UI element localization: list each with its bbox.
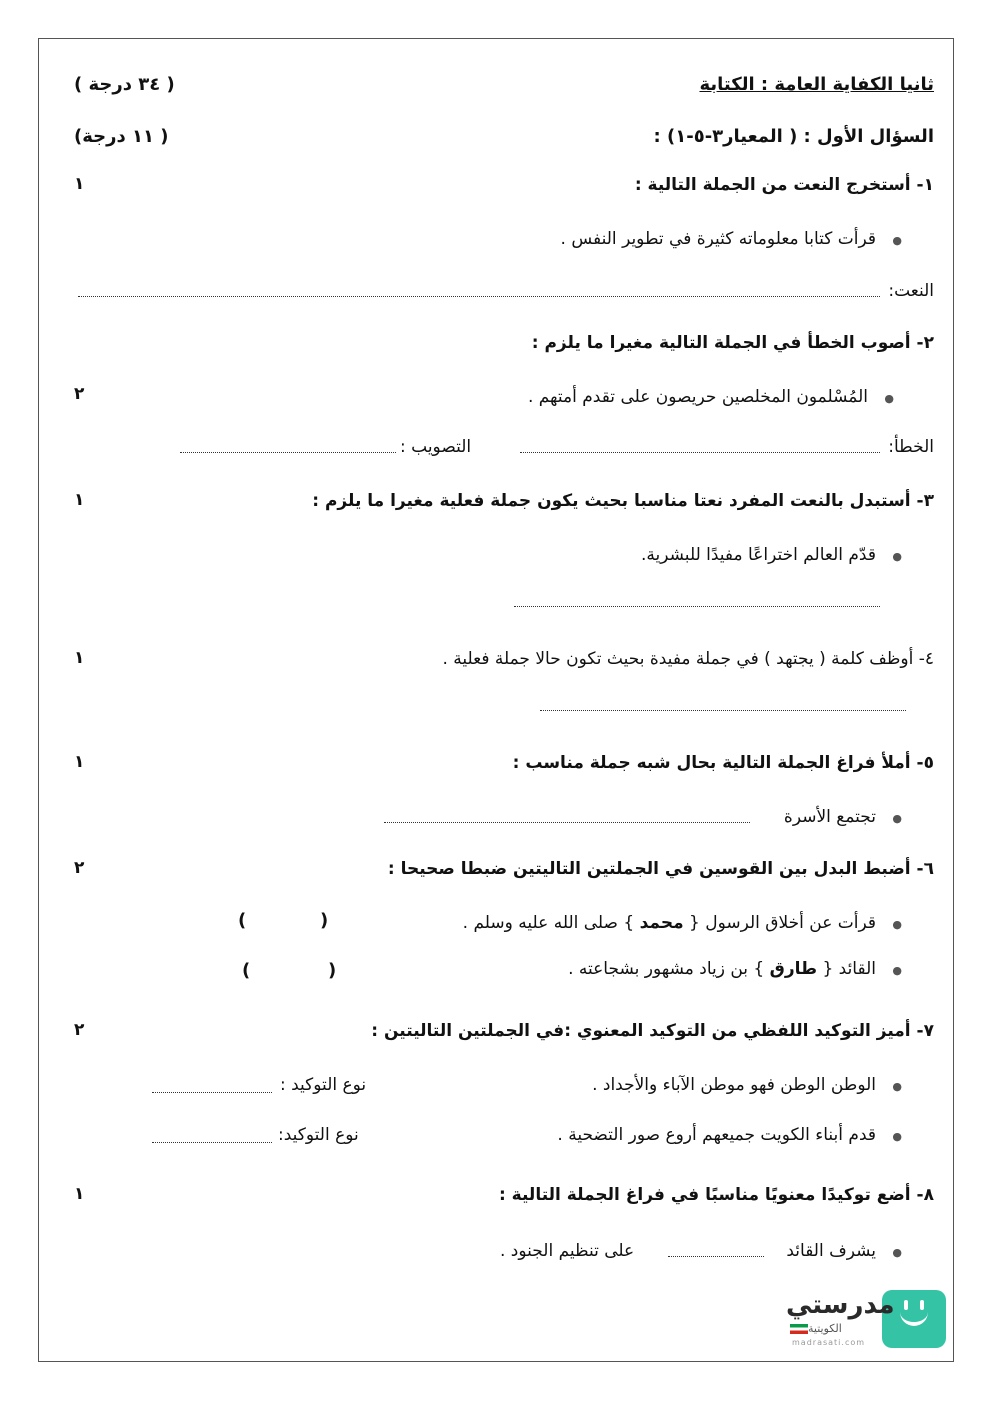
item-4-answer-line[interactable] [540,710,906,711]
item-7-type-label-2: نوع التوكيد: [278,1125,359,1145]
item-5-mark: ١ [74,752,85,772]
item-4-mark: ١ [74,648,85,668]
item-2-mark: ٢ [74,384,85,404]
item-6-sentence-1 [463,912,876,934]
item-7-type-label-1: نوع التوكيد : [280,1075,367,1095]
item-6-mark: ٢ [74,858,85,878]
item-1-prompt: ١- أستخرج النعت من الجملة التالية : [634,175,934,195]
logo-name: مدرستي [786,1290,895,1320]
logo-smile [900,1308,928,1326]
item-6-sentence-2-word: طارق [769,959,818,979]
item-2-error-line[interactable] [520,452,880,453]
item-6-sentence-2 [568,958,876,980]
item-1-sentence: قرأت كتابا معلوماته كثيرة في تطوير النفس . ● [561,228,876,250]
item-1-mark: ١ [74,174,85,194]
item-4-prompt: ٤- أوظف كلمة ( يجتهد ) في جملة مفيدة بحيث تكون حالا جملة فعلية . [442,649,934,669]
logo-subtitle: الكويتية [808,1322,842,1335]
item-6-sentence-2-pre: القائد { [822,959,876,979]
item-3-prompt: ٣- أستبدل بالنعت المفرد نعتا مناسبا بحيث يكون جملة فعلية مغيرا ما يلزم : [312,491,934,511]
item-2-sentence: المُسْلمون المخلصين حريصون على تقدم أمتهم . ● [528,386,868,408]
item-1-answer-label: النعت: [888,281,934,301]
item-6-sentence-1-pre: قرأت عن أخلاق الرسول { [689,913,876,933]
item-2-error-label: الخطأ: [888,437,934,457]
item-6-paren-open-1: ( [320,910,329,931]
item-8-answer-line[interactable] [668,1256,764,1257]
item-5-answer-line[interactable] [384,822,750,823]
item-5-sentence: تجتمع الأسرة ● [784,806,876,828]
item-6-paren-close-1: ) [238,910,247,931]
item-7-answer-line-1[interactable] [152,1092,272,1093]
item-6-paren-open-2: ( [328,960,337,981]
question-title: السؤال الأول : ( المعيار٣-٥-١) : [653,126,934,147]
item-7-mark: ٢ [74,1020,85,1040]
section-marks: ( ٣٤ درجة ) [74,74,175,95]
item-3-answer-line[interactable] [514,606,880,607]
item-2-correction-label: التصويب : [400,437,472,457]
item-8-sentence-post: على تنظيم الجنود . [500,1241,635,1261]
item-6-answer-slot-1[interactable] [252,926,314,927]
item-7-sentence-2: قدم أبناء الكويت جميعهم أروع صور التضحية . ● [557,1124,876,1146]
logo-url: madrasati.com [792,1338,866,1347]
item-7-answer-line-2[interactable] [152,1142,272,1143]
item-5-prompt: ٥- أملأ فراغ الجملة التالية بحال شبه جملة مناسب : [512,753,934,773]
item-6-sentence-1-word: محمد [639,913,684,933]
item-3-mark: ١ [74,490,85,510]
item-7-sentence-1: الوطن الوطن فهو موطن الآباء والأجداد . ● [592,1074,876,1096]
item-7-prompt: ٧- أميز التوكيد اللفظي من التوكيد المعنوي :في الجملتين التاليتين : [371,1021,934,1041]
item-6-sentence-1-post: } صلى الله عليه وسلم . [462,913,635,933]
item-1-answer-line[interactable] [78,296,880,297]
item-8-mark: ١ [74,1184,85,1204]
item-8-sentence-pre: يشرف القائد ● [786,1240,876,1262]
question-marks: ( ١١ درجة) [74,126,169,147]
item-2-correction-line[interactable] [180,452,396,453]
item-6-paren-close-2: ) [242,960,251,981]
item-3-sentence: قدّم العالم اختراعًا مفيدًا للبشرية. ● [641,544,876,566]
item-8-prompt: ٨- أضع توكيدًا معنويًا مناسبًا في فراغ الجملة التالية : [498,1185,934,1205]
kuwait-flag-icon [790,1324,808,1334]
item-6-prompt: ٦- أضبط البدل بين القوسين في الجملتين التاليتين ضبطا صحيحا : [387,859,934,879]
item-6-answer-slot-2[interactable] [256,976,322,977]
item-6-sentence-2-post: } بن زياد مشهور بشجاعته . [568,959,765,979]
item-2-prompt: ٢- أصوب الخطأ في الجملة التالية مغيرا ما يلزم : [531,333,934,353]
section-title: ثانيا الكفاية العامة : الكتابة [699,74,934,95]
